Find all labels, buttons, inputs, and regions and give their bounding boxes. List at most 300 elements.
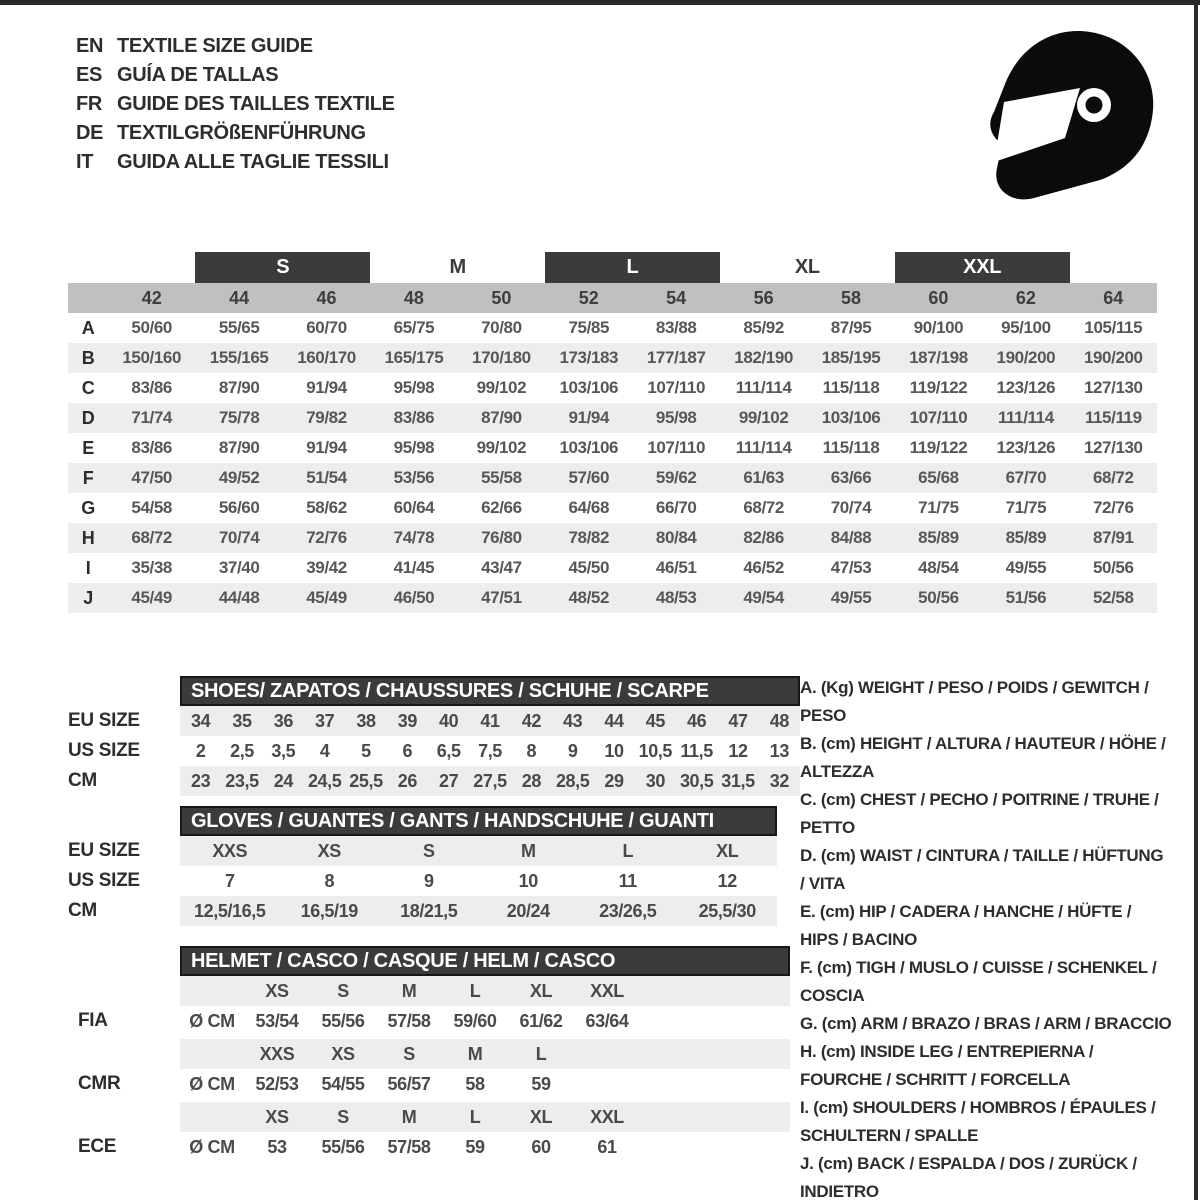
cell-value: 32 — [769, 770, 789, 791]
size-value: 48/54 — [918, 558, 959, 577]
cell-value: 11,5 — [680, 740, 713, 761]
size-value: 50/60 — [131, 318, 172, 337]
size-value: 68/72 — [131, 528, 172, 547]
cell-value: 23,5 — [225, 770, 259, 791]
cell-value: 55/56 — [321, 1010, 365, 1031]
cell-value: XS — [317, 840, 341, 861]
size-value: 72/76 — [1093, 498, 1134, 517]
size-value: 70/74 — [830, 498, 872, 517]
cell-value: 24 — [273, 770, 293, 791]
row-letter: G — [81, 497, 95, 518]
shoes-rows — [68, 706, 800, 796]
language-row — [76, 148, 395, 177]
language-title: GUIDE DES TAILLES TEXTILE — [117, 93, 395, 115]
row-label: EU SIZE — [68, 840, 140, 861]
size-value: 95/100 — [1001, 318, 1051, 337]
section-row — [68, 766, 800, 796]
helmet-rows — [68, 976, 790, 1162]
size-value: 119/122 — [909, 438, 968, 457]
size-value: 123/126 — [996, 378, 1056, 397]
size-number: 64 — [1103, 287, 1124, 308]
size-value: 62/66 — [481, 498, 522, 517]
size-value: 83/86 — [393, 408, 435, 427]
measure-row-e — [68, 433, 1157, 463]
cell-value: 30,5 — [679, 770, 714, 791]
size-number: 50 — [491, 287, 512, 308]
helmet-size-label: XL — [529, 980, 553, 1001]
measure-row-g — [68, 493, 1157, 523]
size-value: 123/126 — [996, 438, 1056, 457]
row-label: US SIZE — [68, 740, 140, 761]
size-value: 54/58 — [131, 498, 172, 517]
helmet-size-label: M — [401, 1106, 417, 1127]
size-value: 99/102 — [476, 438, 527, 457]
size-value: 91/94 — [306, 378, 347, 397]
cell-value: 41 — [480, 710, 500, 731]
language-title: TEXTILE SIZE GUIDE — [117, 35, 313, 57]
size-value: 107/110 — [647, 378, 706, 397]
language-code: ES — [76, 64, 103, 86]
cell-value: 57/58 — [387, 1010, 431, 1031]
cell-value: 45 — [645, 710, 665, 731]
cell-value: 2 — [195, 740, 206, 761]
size-number: 46 — [316, 287, 337, 308]
size-value: 65/75 — [393, 318, 435, 337]
size-value: 47/51 — [481, 588, 522, 607]
helmet-size-label: S — [337, 1106, 349, 1127]
size-group-header-row — [68, 252, 1157, 283]
row-values — [180, 706, 800, 736]
cell-value: M — [520, 840, 536, 861]
cell-value: 11 — [618, 870, 637, 891]
standard-label: ECE — [78, 1136, 117, 1157]
row-letter: C — [81, 377, 95, 398]
size-value: 39/42 — [306, 558, 347, 577]
size-value: 91/94 — [568, 408, 610, 427]
helmet-size-label: L — [469, 980, 481, 1001]
size-value: 91/94 — [306, 438, 347, 457]
size-value: 50/56 — [918, 588, 959, 607]
cell-value: 43 — [563, 710, 583, 731]
helmet-size-header-row — [68, 976, 790, 1006]
size-value: 71/75 — [1005, 498, 1047, 517]
size-value: 51/56 — [1005, 588, 1047, 607]
size-value: 111/114 — [735, 378, 792, 397]
size-value: 58/62 — [306, 498, 347, 517]
row-letter: D — [81, 407, 95, 428]
helmet-size-label: L — [535, 1043, 547, 1064]
size-value: 111/114 — [735, 438, 792, 457]
language-row — [76, 32, 395, 61]
textile-size-table — [68, 252, 1157, 613]
size-group-xl: XL — [794, 256, 820, 278]
row-letter: B — [81, 347, 95, 368]
size-value: 99/102 — [476, 378, 527, 397]
size-number-row — [68, 283, 1157, 313]
language-row — [76, 119, 395, 148]
right-frame-line — [1194, 0, 1198, 1200]
size-value: 83/88 — [655, 318, 697, 337]
size-value: 52/58 — [1093, 588, 1134, 607]
size-value: 49/54 — [743, 588, 784, 607]
cell-value: 53 — [267, 1136, 287, 1157]
size-number: 62 — [1015, 287, 1036, 308]
helmet-standard-row-ece — [68, 1132, 790, 1162]
size-value: 45/49 — [306, 588, 347, 607]
cell-value: 59 — [531, 1073, 551, 1094]
cell-value: 3,5 — [271, 740, 296, 761]
size-number: 52 — [578, 287, 599, 308]
cell-value: 8 — [324, 870, 335, 891]
row-letter: F — [82, 467, 94, 488]
helmet-size-label: XS — [265, 1106, 289, 1127]
cell-value: 9 — [567, 740, 578, 761]
size-value: 60/70 — [306, 318, 347, 337]
size-value: 60/64 — [393, 498, 435, 517]
size-value: 107/110 — [647, 438, 706, 457]
helmet-size-table — [68, 946, 790, 1162]
cell-value: 26 — [397, 770, 417, 791]
standard-label: FIA — [78, 1010, 108, 1031]
helmet-size-label: S — [337, 980, 349, 1001]
cell-value: 29 — [604, 770, 624, 791]
size-value: 80/84 — [655, 528, 697, 547]
language-title: TEXTILGRÖßENFÜHRUNG — [117, 122, 366, 144]
cell-value: 28 — [521, 770, 541, 791]
cell-value: 27 — [439, 770, 459, 791]
cell-value: 2,5 — [230, 740, 254, 761]
cell-value: 6 — [402, 740, 413, 761]
language-row — [76, 90, 395, 119]
gloves-size-table — [68, 806, 777, 926]
legend-item-a: A. (Kg) WEIGHT / PESO / POIDS / GEWITCH / PESO — [800, 678, 1149, 725]
helmet-size-label: XL — [529, 1106, 553, 1127]
size-value: 182/190 — [734, 348, 793, 367]
size-value: 127/130 — [1083, 378, 1143, 397]
size-value: 65/68 — [918, 468, 959, 487]
cell-value: 5 — [361, 740, 371, 761]
row-letter: J — [83, 587, 93, 608]
row-label: EU SIZE — [68, 710, 140, 731]
size-value: 56/60 — [218, 498, 260, 517]
size-value: 76/80 — [481, 528, 522, 547]
size-value: 83/86 — [131, 378, 172, 397]
size-value: 95/98 — [655, 408, 697, 427]
size-value: 47/50 — [131, 468, 172, 487]
measure-row-h — [68, 523, 1157, 553]
size-value: 150/160 — [122, 348, 182, 367]
standard-label: CMR — [78, 1073, 121, 1094]
helmet-values — [180, 1132, 790, 1162]
cell-value: 57/58 — [387, 1136, 431, 1157]
size-value: 85/92 — [743, 318, 784, 337]
size-value: 84/88 — [830, 528, 872, 547]
size-value: 44/48 — [218, 588, 260, 607]
size-value: 35/38 — [131, 558, 172, 577]
section-row — [68, 836, 777, 866]
size-value: 127/130 — [1083, 438, 1143, 457]
size-value: 82/86 — [743, 528, 784, 547]
cell-value: 12,5/16,5 — [194, 900, 266, 921]
section-row — [68, 896, 777, 926]
language-title: GUIDA ALLE TAGLIE TESSILI — [117, 151, 389, 173]
cell-value: 36 — [273, 710, 293, 731]
measure-row-c — [68, 373, 1157, 403]
size-group-m: M — [449, 256, 466, 278]
row-values — [180, 866, 777, 896]
helmet-sizes — [180, 976, 790, 1006]
size-value: 48/53 — [655, 588, 697, 607]
row-values — [180, 766, 800, 796]
cell-value: 6,5 — [436, 740, 461, 761]
size-value: 49/52 — [218, 468, 260, 487]
cell-value: 18/21,5 — [400, 900, 458, 921]
size-value: 70/80 — [481, 318, 522, 337]
cell-value: 9 — [423, 870, 434, 891]
size-value: 37/40 — [218, 558, 260, 577]
cell-value: 4 — [319, 740, 330, 761]
row-letter: A — [81, 317, 95, 338]
helmet-size-header-row — [68, 1102, 790, 1132]
size-value: 63/66 — [830, 468, 872, 487]
size-value: 78/82 — [568, 528, 610, 547]
legend-item-c: C. (cm) CHEST / PECHO / POITRINE / TRUHE / PETTO — [800, 790, 1159, 837]
cell-value: 13 — [769, 740, 789, 761]
size-value: 50/56 — [1093, 558, 1134, 577]
language-title: GUÍA DE TALLAS — [117, 64, 279, 86]
size-value: 115/118 — [822, 378, 880, 397]
section-row — [68, 736, 800, 766]
size-number: 44 — [229, 287, 250, 308]
size-number: 54 — [666, 287, 687, 308]
size-value: 87/91 — [1093, 528, 1134, 547]
cell-value: 23/26,5 — [599, 900, 657, 921]
size-value: 68/72 — [1093, 468, 1134, 487]
cell-value: XXS — [212, 840, 248, 861]
language-title-list — [76, 32, 395, 177]
row-values — [180, 736, 800, 766]
legend-item-f: F. (cm) TIGH / MUSLO / CUISSE / SCHENKEL / COSCIA — [800, 958, 1157, 1005]
size-value: 49/55 — [830, 588, 872, 607]
size-value: 105/115 — [1084, 318, 1143, 337]
cell-value: 23 — [191, 770, 211, 791]
size-value: 68/72 — [743, 498, 784, 517]
helmet-standard-row-fia — [68, 1006, 790, 1036]
cell-value: 28,5 — [555, 770, 590, 791]
helmet-size-label: XS — [331, 1043, 355, 1064]
size-value: 66/70 — [655, 498, 697, 517]
size-value: 155/165 — [209, 348, 269, 367]
row-values — [180, 836, 777, 866]
helmet-size-label: XXL — [590, 1106, 624, 1127]
legend-item-b: B. (cm) HEIGHT / ALTURA / HAUTEUR / HÖHE / ALTEZZA — [800, 734, 1166, 781]
cell-value: 42 — [521, 710, 541, 731]
size-value: 87/90 — [481, 408, 522, 427]
cell-value: 37 — [315, 710, 335, 731]
cell-value: 16,5/19 — [300, 900, 358, 921]
shoes-section-header: SHOES/ ZAPATOS / CHAUSSURES / SCHUHE / SCARPE — [180, 676, 800, 706]
language-code: DE — [76, 122, 104, 144]
helmet-sizes — [180, 1039, 790, 1069]
legend-item-j: J. (cm) BACK / ESPALDA / DOS / ZURÜCK / INDIETRO — [800, 1154, 1137, 1200]
cell-value: 34 — [191, 710, 211, 731]
language-code: FR — [76, 93, 103, 115]
cell-value: 31,5 — [721, 770, 755, 791]
size-value: 61/63 — [743, 468, 784, 487]
size-value: 103/106 — [821, 408, 881, 427]
cell-value: 10 — [518, 870, 538, 891]
size-value: 190/200 — [996, 348, 1056, 367]
helmet-size-label: S — [403, 1043, 415, 1064]
size-value: 59/62 — [655, 468, 697, 487]
size-number: 56 — [753, 287, 774, 308]
cell-value: 61 — [597, 1136, 617, 1157]
cell-value: 59/60 — [453, 1010, 497, 1031]
cell-value: 25,5/30 — [698, 900, 756, 921]
legend-item-i: I. (cm) SHOULDERS / HOMBROS / ÉPAULES / SCHULTERN / SPALLE — [800, 1098, 1156, 1145]
size-value: 87/90 — [218, 378, 260, 397]
size-value: 45/49 — [131, 588, 172, 607]
cell-value: 52/53 — [255, 1073, 299, 1094]
row-label: CM — [68, 900, 97, 921]
size-value: 119/122 — [909, 378, 968, 397]
size-value: 90/100 — [913, 318, 964, 337]
helmet-size-label: M — [401, 980, 417, 1001]
cell-value: 20/24 — [506, 900, 550, 921]
size-value: 45/50 — [568, 558, 610, 577]
size-value: 95/98 — [393, 438, 435, 457]
measure-row-b — [68, 343, 1157, 373]
helmet-values — [180, 1069, 790, 1099]
cell-value: 54/55 — [321, 1073, 365, 1094]
size-value: 72/76 — [306, 528, 347, 547]
measure-row-a — [68, 313, 1157, 343]
size-value: 83/86 — [131, 438, 172, 457]
cell-value: 47 — [728, 710, 748, 731]
cell-value: 8 — [526, 740, 537, 761]
cell-value: 48 — [769, 710, 789, 731]
cell-value: 7,5 — [478, 740, 502, 761]
helmet-icon — [972, 26, 1162, 201]
cell-value: 55/56 — [321, 1136, 365, 1157]
size-value: 55/58 — [481, 468, 522, 487]
cell-value: 7 — [224, 870, 235, 891]
size-value: 103/106 — [559, 378, 619, 397]
cell-value: 61/62 — [519, 1010, 563, 1031]
cell-value: 60 — [531, 1136, 551, 1157]
size-group-s: S — [195, 252, 370, 283]
size-value: 57/60 — [568, 468, 610, 487]
diameter-label: Ø CM — [189, 1073, 235, 1094]
cell-value: 12 — [717, 870, 737, 891]
size-value: 46/52 — [743, 558, 784, 577]
cell-value: 63/64 — [585, 1010, 629, 1031]
size-value: 48/52 — [568, 588, 610, 607]
row-label: US SIZE — [68, 870, 140, 891]
cell-value: 24,5 — [307, 770, 342, 791]
measurement-legend — [800, 674, 1172, 1200]
cell-value: 35 — [232, 710, 252, 731]
row-letter: E — [82, 437, 94, 458]
helmet-size-label: M — [467, 1043, 483, 1064]
cell-value: XL — [716, 840, 739, 861]
size-value: 177/187 — [646, 348, 706, 367]
cell-value: 39 — [397, 710, 417, 731]
size-value: 170/180 — [472, 348, 531, 367]
size-value: 70/74 — [218, 528, 260, 547]
helmet-values — [180, 1006, 790, 1036]
size-value: 111/114 — [997, 408, 1054, 427]
size-number: 42 — [141, 287, 162, 308]
helmet-size-label: XS — [265, 980, 289, 1001]
diameter-label: Ø CM — [189, 1010, 235, 1031]
language-code: EN — [76, 35, 104, 57]
cell-value: 53/54 — [255, 1010, 299, 1031]
size-value: 173/183 — [559, 348, 619, 367]
cell-value: 10 — [604, 740, 624, 761]
size-value: 64/68 — [568, 498, 610, 517]
cell-value: 25,5 — [349, 770, 383, 791]
cell-value: 58 — [465, 1073, 485, 1094]
row-letter: H — [81, 527, 95, 548]
measure-row-d — [68, 403, 1157, 433]
cell-value: 12 — [728, 740, 748, 761]
size-value: 47/53 — [830, 558, 872, 577]
gloves-section-header: GLOVES / GUANTES / GANTS / HANDSCHUHE / GUANTI — [180, 806, 777, 836]
size-value: 43/47 — [481, 558, 522, 577]
size-value: 71/74 — [131, 408, 172, 427]
cell-value: 10,5 — [638, 740, 673, 761]
size-value: 85/89 — [1005, 528, 1047, 547]
size-value: 107/110 — [909, 408, 968, 427]
helmet-size-label: XXS — [259, 1043, 295, 1064]
cell-value: 46 — [687, 710, 707, 731]
size-value: 51/54 — [306, 468, 347, 487]
cell-value: 59 — [465, 1136, 485, 1157]
size-value: 46/51 — [655, 558, 697, 577]
legend-item-d: D. (cm) WAIST / CINTURA / TAILLE / HÜFTUNG / VITA — [800, 846, 1164, 893]
size-value: 49/55 — [1005, 558, 1047, 577]
top-frame-line — [0, 0, 1200, 5]
size-value: 99/102 — [738, 408, 789, 427]
size-value: 75/85 — [568, 318, 610, 337]
measure-row-j — [68, 583, 1157, 613]
cell-value: 38 — [356, 710, 376, 731]
language-row — [76, 61, 395, 90]
size-value: 87/90 — [218, 438, 260, 457]
size-number: 60 — [928, 287, 949, 308]
helmet-size-label: XXL — [590, 980, 624, 1001]
row-label — [68, 976, 180, 1006]
size-value: 165/175 — [384, 348, 444, 367]
helmet-sizes — [180, 1102, 790, 1132]
helmet-size-label: L — [469, 1106, 481, 1127]
size-value: 103/106 — [559, 438, 619, 457]
size-value: 187/198 — [909, 348, 968, 367]
section-row — [68, 706, 800, 736]
size-group-l: L — [545, 252, 720, 283]
size-value: 55/65 — [218, 318, 260, 337]
language-code: IT — [76, 151, 94, 173]
size-value: 95/98 — [393, 378, 435, 397]
helmet-size-header-row — [68, 1039, 790, 1069]
gloves-rows — [68, 836, 777, 926]
legend-item-e: E. (cm) HIP / CADERA / HANCHE / HÜFTE / HIPS / BACINO — [800, 902, 1132, 949]
row-label: CM — [68, 770, 97, 791]
legend-item-h: H. (cm) INSIDE LEG / ENTREPIERNA / FOURCHE / SCHRITT / FORCELLA — [800, 1042, 1094, 1089]
row-letter: I — [85, 557, 91, 578]
size-value: 160/170 — [297, 348, 356, 367]
